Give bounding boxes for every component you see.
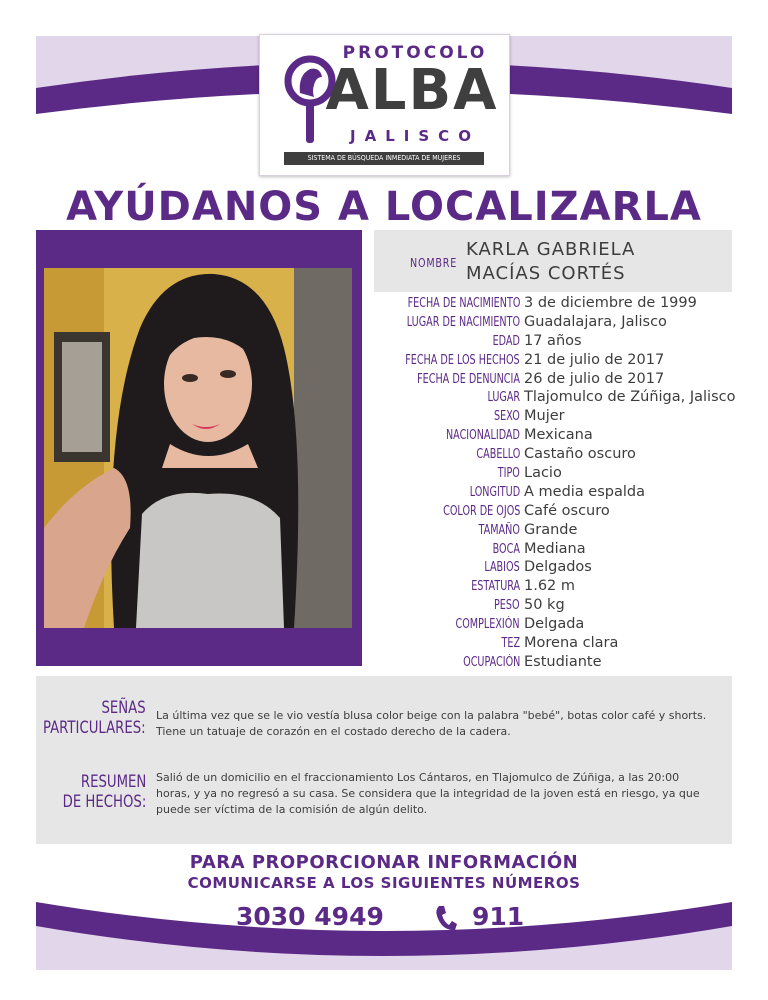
fact-label: TEZ <box>501 636 520 652</box>
phone-icon <box>434 904 458 932</box>
fact-label: TAMAÑO <box>478 522 520 538</box>
fact-value: Tlajomulco de Zúñiga, Jalisco <box>524 389 736 406</box>
fact-value: Estudiante <box>524 653 602 670</box>
fact-label: LONGITUD <box>469 484 520 500</box>
fact-label: FECHA DE DENUNCIA <box>417 371 520 387</box>
name-line-2: MACÍAS CORTÉS <box>466 263 626 284</box>
resumen-label-line-1: RESUMEN <box>80 772 146 792</box>
senas-text: La última vez que se le vio vestía blusa color beige con la palabra "bebé", botas color café y shorts. Tiene un tatuaje de corazón en el costado derecho de la cadera. <box>156 709 707 738</box>
fact-row <box>374 446 754 465</box>
senas-label <box>43 698 146 738</box>
fact-value: Castaño oscuro <box>524 446 636 463</box>
fact-value: 1.62 m <box>524 578 576 595</box>
fact-label: COLOR DE OJOS <box>442 503 520 519</box>
fact-row <box>374 541 754 560</box>
fact-row <box>374 522 754 541</box>
senas-label-line-2: PARTICULARES: <box>43 718 146 738</box>
fact-row <box>374 503 754 522</box>
fact-row <box>374 654 754 673</box>
fact-row <box>374 295 754 314</box>
resumen-label <box>62 772 146 812</box>
headline: AYÚDANOS A LOCALIZARLA <box>66 184 702 230</box>
fact-value: Lacio <box>524 465 562 482</box>
fact-row <box>374 484 754 503</box>
fact-value: Mujer <box>524 408 565 425</box>
fact-row <box>374 389 754 408</box>
fact-label: FECHA DE LOS HECHOS <box>405 352 520 368</box>
fact-value: Delgada <box>524 616 585 633</box>
logo-jalisco-text: JALISCO <box>350 127 480 145</box>
person-name <box>466 238 635 286</box>
senas-label-line-1: SEÑAS <box>101 698 146 718</box>
fact-label: LUGAR <box>487 390 520 406</box>
fact-row <box>374 352 754 371</box>
fact-label: PESO <box>494 598 520 614</box>
facts-list <box>374 295 754 673</box>
resumen-text: Salió de un domicilio en el fraccionamiento Los Cántaros, en Tlajomulco de Zúñiga, a las 20:00 horas, y ya no regresó a su casa. Se considera que la integridad de la joven está en riesgo, ya que puede ser víctima de la comisión de algún delito. <box>156 771 700 816</box>
fact-value: Café oscuro <box>524 502 610 519</box>
phone-number-2[interactable]: 911 <box>472 902 525 931</box>
resumen-label-line-2: DE HECHOS: <box>62 792 146 812</box>
fact-row <box>374 427 754 446</box>
fact-value: Delgados <box>524 559 592 576</box>
fact-row <box>374 635 754 654</box>
fact-label: FECHA DE NACIMIENTO <box>407 296 520 311</box>
phone-numbers <box>236 902 536 934</box>
fact-value: 50 kg <box>524 597 565 614</box>
fact-label: OCUPACIÓN <box>462 654 520 670</box>
fact-row <box>374 333 754 352</box>
fact-row <box>374 597 754 616</box>
fact-row <box>374 578 754 597</box>
fact-value: Mediana <box>524 540 586 557</box>
name-box <box>374 230 732 292</box>
photo-frame <box>36 230 362 666</box>
fact-value: 3 de diciembre de 1999 <box>524 295 697 311</box>
details-box <box>36 676 732 844</box>
fact-label: BOCA <box>492 541 520 557</box>
name-line-1: KARLA GABRIELA <box>466 239 636 260</box>
fact-row <box>374 408 754 427</box>
fact-value: Morena clara <box>524 635 619 652</box>
fact-row <box>374 314 754 333</box>
fact-row <box>374 559 754 578</box>
fact-label: LUGAR DE NACIMIENTO <box>406 314 520 330</box>
fact-row <box>374 465 754 484</box>
fact-value: 21 de julio de 2017 <box>524 351 665 368</box>
fact-value: Grande <box>524 521 578 538</box>
protocolo-alba-logo <box>259 34 510 176</box>
fact-label: LABIOS <box>484 560 520 576</box>
fact-value: Mexicana <box>524 427 593 444</box>
fact-value: 26 de julio de 2017 <box>524 370 665 387</box>
logo-alba-text: ALBA <box>325 58 499 123</box>
fact-label: EDAD <box>492 333 520 349</box>
contact-line-1: PARA PROPORCIONAR INFORMACIÓN <box>189 852 579 873</box>
fact-label: NACIONALIDAD <box>446 428 520 444</box>
fact-row <box>374 371 754 390</box>
fact-label: COMPLEXIÓN <box>455 617 520 633</box>
logo-protocolo-text: PROTOCOLO <box>342 43 488 63</box>
missing-person-photo <box>44 268 352 628</box>
fact-label: SEXO <box>494 409 520 425</box>
fact-label: TIPO <box>497 466 520 482</box>
fact-value: 17 años <box>524 332 582 349</box>
logo-tagline: SISTEMA DE BÚSQUEDA INMEDIATA DE MUJERES <box>284 152 484 165</box>
fact-value: A media espalda <box>524 483 645 500</box>
fact-label: ESTATURA <box>471 579 520 595</box>
fact-row <box>374 616 754 635</box>
contact-line-2: COMUNICARSE A LOS SIGUIENTES NÚMEROS <box>187 874 581 892</box>
name-label: NOMBRE <box>410 256 458 270</box>
fact-value: Guadalajara, Jalisco <box>524 313 667 330</box>
fact-label: CABELLO <box>476 447 520 463</box>
phone-number-1[interactable]: 3030 4949 <box>236 902 384 931</box>
